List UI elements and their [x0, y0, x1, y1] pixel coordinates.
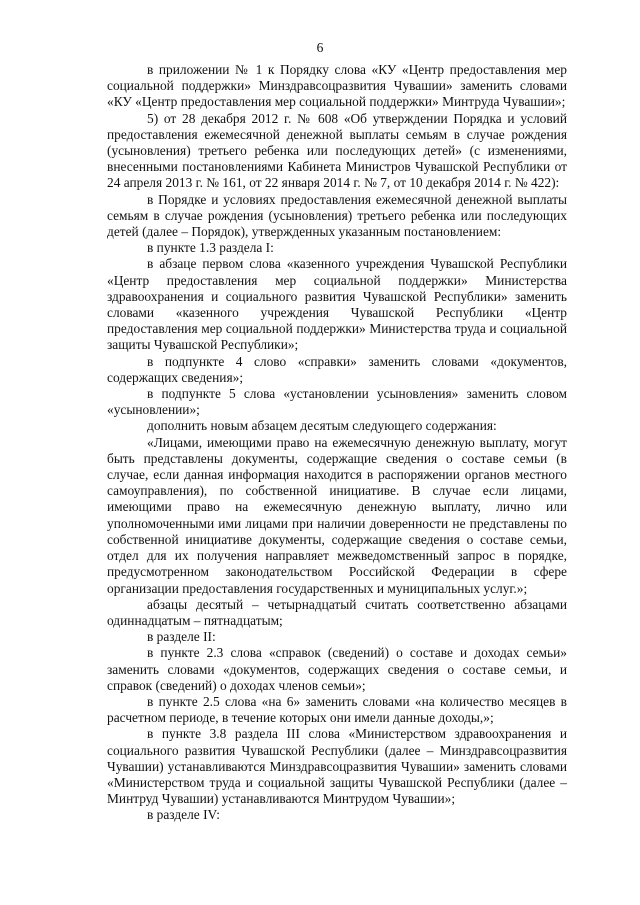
page-number: 6 [316, 40, 324, 55]
paragraph: в пункте 2.3 слова «справок (сведений) о составе и доходах семьи» заменить словами «документов, содержащих сведения о составе семьи, и справок (сведений) о доходах членов семьи»; [107, 645, 567, 693]
paragraph: в пункте 2.5 слова «на 6» заменить словами «на количество месяцев в расчетном периоде, в течение которых они имели данные доходы,»; [107, 693, 567, 726]
paragraph: в приложении № 1 к Порядку слова «КУ «Центр предоставления мер социальной поддержки» Минздравсоцразвития Чувашии» заменить словами «КУ «Центр предоставления мер социальной поддержки» Минтруда Чувашии»; [107, 62, 567, 110]
paragraph: в разделе IV: [147, 807, 220, 823]
paragraph: в Порядке и условиях предоставления ежемесячной денежной выплаты семьям в случае рождения (усыновления) третьего ребенка или последующих детей (далее – Порядок), утвержденных указанным постановлением: [107, 191, 567, 240]
paragraph: в подпункте 4 слово «справки» заменить словами «документов, содержащих сведения»; [107, 353, 567, 385]
paragraph: 5) от 28 декабря 2012 г. № 608 «Об утверждении Порядка и условий предоставления ежемесячной денежной выплаты семьям в случае рождения (усыновления) третьего ребенка или последующих детей» (с изменениями, внесенными постановлениями Кабинета Министров Чувашской Республики от 24 апреля 2013 г. № 161, от 22 января 2014 г. № 7, от 10 декабря 2014 г. № 422): [107, 110, 567, 191]
paragraph: в подпункте 5 слова «установлении усыновления» заменить словом «усыновлении»; [107, 386, 567, 418]
paragraph: «Лицами, имеющими право на ежемесячную денежную выплату, могут быть представлены документы, содержащие сведения о составе семьи (в случае, если данная информация находится в распоряжении органов местного самоуправления), по собственной инициативе. В случае если лицами, имеющими право на ежемесячную денежную выплату, лично или уполномоченными ими лицами при наличии доверенности не представлены по собственной инициативе документы, содержащие сведения о составе семьи, отдел для их получения направляет межведомственный запрос в порядке, предусмотренном законодательством Российской Федерации в сфере организации предоставления государственных и муниципальных услуг.»; [107, 434, 567, 596]
paragraph: в абзаце первом слова «казенного учреждения Чувашской Республики «Центр предоставления мер социальной поддержки» Министерства здравоохранения и социального развития Чувашской Республики» заменить словами «казенного учреждения Чувашской Республики «Центр предоставления мер социальной поддержки» Министерства труда и социальной защиты Чувашской Республики»; [107, 256, 567, 353]
paragraph: в пункте 1.3 раздела I: [147, 240, 274, 256]
document-body [107, 62, 567, 824]
paragraph: дополнить новым абзацем десятым следующего содержания: [147, 418, 497, 434]
paragraph: в разделе II: [147, 629, 216, 645]
paragraph: в пункте 3.8 раздела III слова «Министерством здравоохранения и социального развития Чувашской Республики (далее – Минздравсоцразвития Чувашии) устанавливаются Минздравсоцразвития Чувашии» заменить словами «Министерством труда и социальной защиты Чувашской Республики (далее – Минтруд Чувашии) устанавливаются Минтрудом Чувашии»; [107, 726, 567, 807]
paragraph: абзацы десятый – четырнадцатый считать соответственно абзацами одиннадцатым – пятнадцатым; [107, 596, 567, 628]
